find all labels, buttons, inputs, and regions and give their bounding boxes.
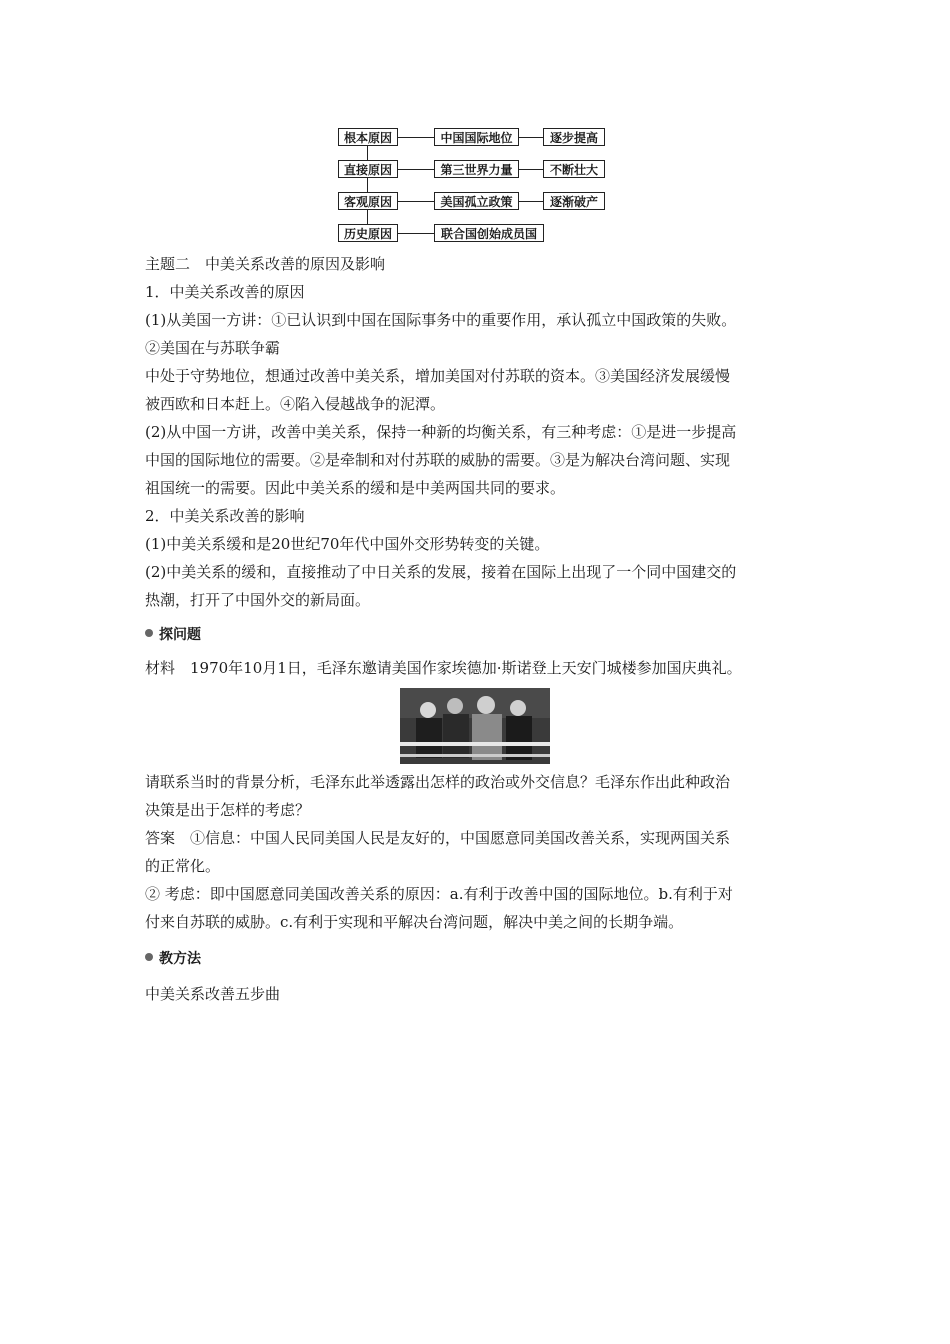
paragraph-line: ②美国在与苏联争霸 bbox=[145, 339, 281, 357]
material-line: 材料 1970年10月1日，毛泽东邀请美国作家埃德加·斯诺登上天安门城楼参加国庆典礼。 bbox=[145, 659, 742, 677]
material-text bbox=[145, 654, 845, 682]
teach-heading-label: 教方法 bbox=[159, 951, 201, 967]
paragraph-line: (1)从美国一方讲：①已认识到中国在国际事务中的重要作用，承认孤立中国政策的失败。 bbox=[145, 311, 737, 329]
diagram-box-un-founding: 联合国创始成员国 bbox=[434, 224, 544, 242]
subheading-causes: 1．中美关系改善的原因 bbox=[145, 283, 305, 301]
causes-diagram bbox=[338, 125, 608, 243]
teach-text bbox=[145, 980, 825, 1008]
subheading-effects: 2．中美关系改善的影响 bbox=[145, 507, 305, 525]
explore-heading bbox=[145, 620, 825, 649]
answer-line: 答案 ①信息：中国人民同美国人民是友好的，中国愿意同美国改善关系，实现两国关系 bbox=[145, 829, 731, 847]
historical-photo bbox=[400, 688, 550, 764]
diagram-box-objective-cause: 客观原因 bbox=[338, 192, 398, 210]
paragraph-line: 被西欧和日本赶上。④陷入侵越战争的泥潭。 bbox=[145, 395, 446, 413]
answer-line: 付来自苏联的威胁。c.有利于实现和平解决台湾问题，解决中美之间的长期争端。 bbox=[145, 913, 684, 931]
diagram-box-root-cause: 根本原因 bbox=[338, 128, 398, 146]
diagram-connector bbox=[519, 201, 543, 202]
answer-line: 的正常化。 bbox=[145, 857, 221, 875]
paragraph-line: (1)中美关系缓和是20世纪70年代中国外交形势转变的关键。 bbox=[145, 535, 550, 553]
paragraph-line: (2)中美关系的缓和，直接推动了中日关系的发展，接着在国际上出现了一个同中国建交的 bbox=[145, 563, 737, 581]
diagram-box-third-world: 第三世界力量 bbox=[434, 160, 519, 178]
diagram-box-isolation-policy: 美国孤立政策 bbox=[434, 192, 519, 210]
paragraph-line: 热潮，打开了中国外交的新局面。 bbox=[145, 591, 371, 609]
diagram-box-historical-cause: 历史原因 bbox=[338, 224, 398, 242]
diagram-box-bankrupt: 逐渐破产 bbox=[543, 192, 605, 210]
question-line: 请联系当时的背景分析，毛泽东此举透露出怎样的政治或外交信息？毛泽东作出此种政治 bbox=[145, 773, 731, 791]
paragraph-line: 中处于守势地位，想通过改善中美关系，增加美国对付苏联的资本。③美国经济发展缓慢 bbox=[145, 367, 731, 385]
diagram-box-intl-status: 中国国际地位 bbox=[434, 128, 519, 146]
diagram-connector bbox=[398, 137, 434, 138]
bullet-icon bbox=[145, 953, 153, 961]
diagram-connector bbox=[398, 233, 434, 234]
diagram-box-direct-cause: 直接原因 bbox=[338, 160, 398, 178]
photo-illustration bbox=[400, 688, 550, 764]
question-answer-section bbox=[145, 768, 825, 936]
diagram-connector bbox=[367, 146, 368, 160]
diagram-connector bbox=[398, 201, 434, 202]
diagram-connector bbox=[519, 169, 543, 170]
question-line: 决策是出于怎样的考虑？ bbox=[145, 801, 311, 819]
teach-line: 中美关系改善五步曲 bbox=[145, 985, 281, 1003]
teach-heading bbox=[145, 944, 825, 973]
bullet-icon bbox=[145, 629, 153, 637]
diagram-connector bbox=[367, 210, 368, 224]
paragraph-line: (2)从中国一方讲，改善中美关系，保持一种新的均衡关系，有三种考虑：①是进一步提高 bbox=[145, 423, 737, 441]
diagram-connector bbox=[367, 178, 368, 192]
diagram-box-rising: 逐步提高 bbox=[543, 128, 605, 146]
diagram-box-growing: 不断壮大 bbox=[543, 160, 605, 178]
answer-line: ② 考虑：即中国愿意同美国改善关系的原因：a.有利于改善中国的国际地位。b.有利于对 bbox=[145, 885, 733, 903]
topic-two-section bbox=[145, 250, 825, 614]
topic-title: 主题二 中美关系改善的原因及影响 bbox=[145, 255, 386, 273]
paragraph-line: 祖国统一的需要。因此中美关系的缓和是中美两国共同的要求。 bbox=[145, 479, 566, 497]
diagram-connector bbox=[398, 169, 434, 170]
explore-heading-label: 探问题 bbox=[159, 627, 201, 643]
diagram-connector bbox=[519, 137, 543, 138]
paragraph-line: 中国的国际地位的需要。②是牵制和对付苏联的威胁的需要。③是为解决台湾问题、实现 bbox=[145, 451, 731, 469]
